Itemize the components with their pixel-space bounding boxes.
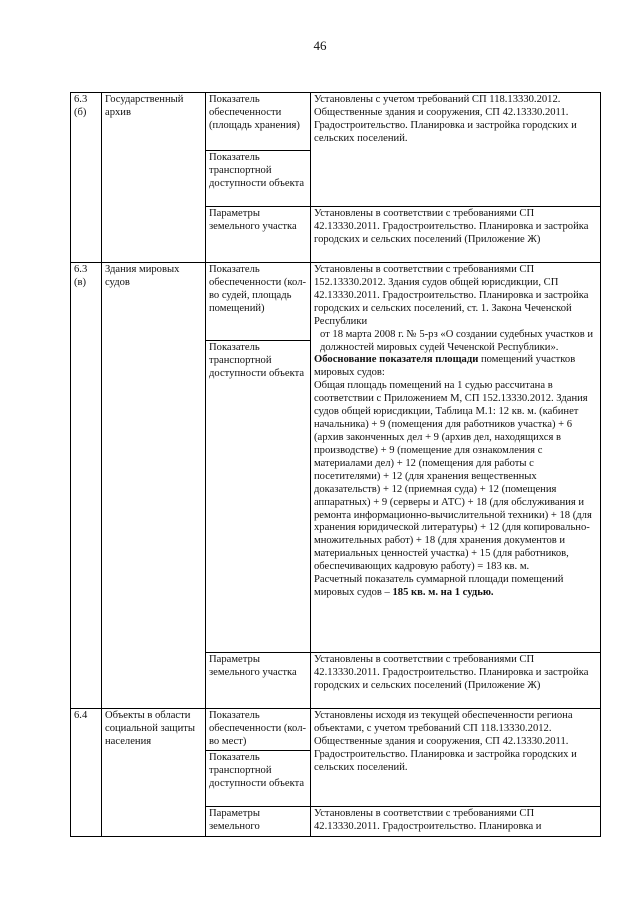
- description-cell: [311, 263, 601, 653]
- indicator-cell: Показатель транспортной доступности объекта: [206, 151, 311, 207]
- object-name: Здания мировых судов: [102, 263, 206, 709]
- desc-basis: Установлены в соответствии с требованиями СП 152.13330.2012. Здания судов общей юрисдикции, СП 42.13330.2011. Градостроительство. Планировка и застройка городских и сельских поселений, ст. 1. Закона Чеченской Республики: [314, 264, 589, 327]
- row-number: 6.3 (в): [71, 263, 102, 709]
- justification-rest: помещений участков мировых судов:: [314, 354, 576, 379]
- result-text: Расчетный показатель суммарной площади помещений мировых судов –: [314, 574, 564, 599]
- standards-table: [70, 92, 601, 837]
- object-name: Государственный архив: [102, 93, 206, 263]
- desc-justification-heading: [314, 354, 597, 380]
- result-bold: 185 кв. м. на 1 судью.: [389, 587, 494, 599]
- row-number: 6.4: [71, 709, 102, 837]
- indicator-cell: Показатель транспортной доступности объекта: [206, 751, 311, 807]
- table-row: [71, 93, 601, 151]
- description-cell: Установлены в соответствии с требованиями СП 42.13330.2011. Градостроительство. Планировка и: [311, 807, 601, 837]
- page-number: 46: [313, 38, 327, 53]
- indicator-cell: Параметры земельного: [206, 807, 311, 837]
- desc-result: [314, 574, 597, 600]
- table-row: [71, 263, 601, 341]
- indicator-cell: Показатель обеспеченности (кол-во мест): [206, 709, 311, 751]
- indicator-cell: Параметры земельного участка: [206, 207, 311, 263]
- indicator-cell: Показатель обеспеченности (кол-во судей, площадь помещений): [206, 263, 311, 341]
- table-row: [71, 709, 601, 751]
- description-cell: Установлены в соответствии с требованиями СП 42.13330.2011. Градостроительство. Планировка и застройка городских и сельских поселений (Приложение Ж): [311, 653, 601, 709]
- row-number: 6.3 (б): [71, 93, 102, 263]
- description-cell: Установлены исходя из текущей обеспеченности региона объектами, с учетом требований СП 118.13330.2012. Общественные здания и сооружения, СП 42.13330.2011. Градостроительство. Планировка и застройка городских и сельских поселений.: [311, 709, 601, 807]
- desc-calculation: Общая площадь помещений на 1 судью рассчитана в соответствии с Приложением М, СП 152.13330.2012. Здания судов общей юрисдикции, Таблица М.1: 12 кв. м. (кабинет начальника) + 9 (помещения для работников участка) + 6 (архив законченных дел + 9 (архив дел, находящихся в производстве) + 9 (помещение для ознакомления с материалами дел) + 12 (помещения для работы с посетителями) + 12 (для хранения вещественных доказательств) + 12 (приемная суда) + 12 (помещения аппаратных) + 9 (серверы и АТС) + 18 (для обслуживания и ремонта информационно-вычислительной техники) + 18 (для хранения юридической литературы) + 12 (для копировально-множительных работ) + 18 (для хранения документов и материальных ценностей участка) + 15 (для работников, обеспечивающих кадровую работу) = 183 кв. м.: [314, 380, 592, 573]
- justification-bold: Обоснование показателя площади: [314, 354, 479, 366]
- indicator-cell: Показатель обеспеченности (площадь хранения): [206, 93, 311, 151]
- object-name: Объекты в области социальной защиты населения: [102, 709, 206, 837]
- indicator-cell: Показатель транспортной доступности объекта: [206, 341, 311, 653]
- description-cell: Установлены с учетом требований СП 118.13330.2012. Общественные здания и сооружения, СП 42.13330.2011. Градостроительство. Планировка и застройка городских и сельских поселений.: [311, 93, 601, 207]
- desc-law: от 18 марта 2008 г. № 5-рз «О создании судебных участков и должностей мировых судей Чеченской Республики».: [320, 328, 594, 353]
- description-cell: Установлены в соответствии с требованиями СП 42.13330.2011. Градостроительство. Планировка и застройка городских и сельских поселений (Приложение Ж): [311, 207, 601, 263]
- indicator-cell: Параметры земельного участка: [206, 653, 311, 709]
